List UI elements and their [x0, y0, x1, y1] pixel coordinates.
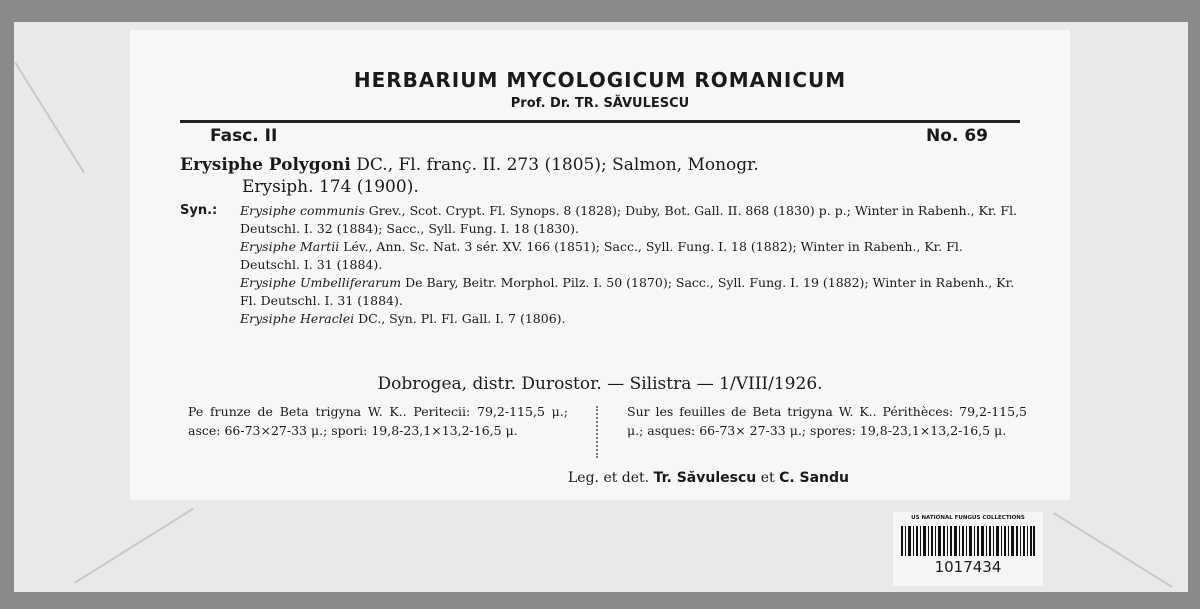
- collector-connector: et: [760, 470, 775, 486]
- synonyms-label: Syn.:: [180, 203, 218, 218]
- synonym-text: DC., Syn. Pl. Fl. Gall. I. 7 (1806).: [358, 311, 566, 326]
- fascicle-number: Fasc. II: [210, 126, 278, 146]
- collector-name-1: Tr. Săvulescu: [653, 470, 757, 486]
- species-citation-line1: DC., Fl. franç. II. 273 (1805); Salmon, Monogr.: [356, 155, 759, 175]
- synonym-text: Lév., Ann. Sc. Nat. 3 sér. XV. 166 (1851); Sacc., Syll. Fung. I. 18 (1882); Winter in Rabenh., Kr. Fl. Deutschl. I. 31 (1884).: [240, 239, 963, 272]
- specimen-number: No. 69: [926, 126, 988, 146]
- synonyms-block: [180, 202, 1020, 328]
- collector-line: [568, 470, 849, 486]
- envelope-flap-fold: [74, 508, 194, 584]
- synonym-entry: [240, 238, 1020, 274]
- barcode-number: 1017434: [934, 558, 1002, 576]
- barcode-institution: US NATIONAL FUNGUS COLLECTIONS: [911, 515, 1025, 521]
- synonym-name: Erysiphe Martii: [240, 239, 340, 254]
- synonym-name: Erysiphe Umbelliferarum: [240, 275, 402, 290]
- envelope-flap-fold: [1053, 512, 1173, 588]
- herbarium-subtitle: Prof. Dr. TR. SĂVULESCU: [510, 96, 690, 111]
- synonym-entry: [240, 274, 1020, 310]
- barcode-icon: [901, 526, 1035, 556]
- synonym-name: Erysiphe communis: [240, 203, 365, 218]
- species-citation: [180, 154, 1020, 198]
- herbarium-label: [130, 30, 1070, 500]
- description-romanian: Pe frunze de Beta trigyna W. K.. Peritecii: 79,2-115,5 μ.; asce: 66-73×27-33 μ.; spori: 19,8-23,1×13,2-16,5 μ.: [188, 404, 568, 438]
- collector-name-2: C. Sandu: [779, 470, 850, 486]
- collector-prefix: Leg. et det.: [568, 470, 650, 486]
- collection-locality: Dobrogea, distr. Durostor. — Silistra — 1/VIII/1926.: [377, 374, 823, 394]
- synonym-entry: [240, 202, 1020, 238]
- synonym-name: Erysiphe Heraclei: [240, 311, 355, 326]
- barcode-label: [893, 512, 1043, 586]
- column-divider: [596, 406, 600, 458]
- description-french: Sur les feuilles de Beta trigyna W. K.. Périthèces: 79,2-115,5 μ.; asques: 66-73× 27-33 μ.; spores: 19,8-23,1×13,2-16,5 μ.: [627, 404, 1027, 438]
- synonym-entry: [240, 310, 1020, 328]
- envelope-flap-fold: [14, 62, 85, 173]
- synonym-text: De Bary, Beitr. Morphol. Pilz. I. 50 (1870); Sacc., Syll. Fung. I. 19 (1882); Winter in Rabenh., Kr. Fl. Deutschl. I. 31 (1884).: [240, 275, 1015, 308]
- header-rule: [180, 120, 1020, 123]
- herbarium-title: HERBARIUM MYCOLOGICUM ROMANICUM: [353, 68, 847, 92]
- species-citation-line2: Erysiph. 174 (1900).: [242, 177, 419, 197]
- synonym-text: Grev., Scot. Crypt. Fl. Synops. 8 (1828); Duby, Bot. Gall. II. 868 (1830) p. p.; Winter in Rabenh., Kr. Fl. Deutschl. I. 32 (1884); Sacc., Syll. Fung. I. 18 (1830).: [240, 203, 1018, 236]
- species-name: Erysiphe Polygoni: [180, 155, 351, 175]
